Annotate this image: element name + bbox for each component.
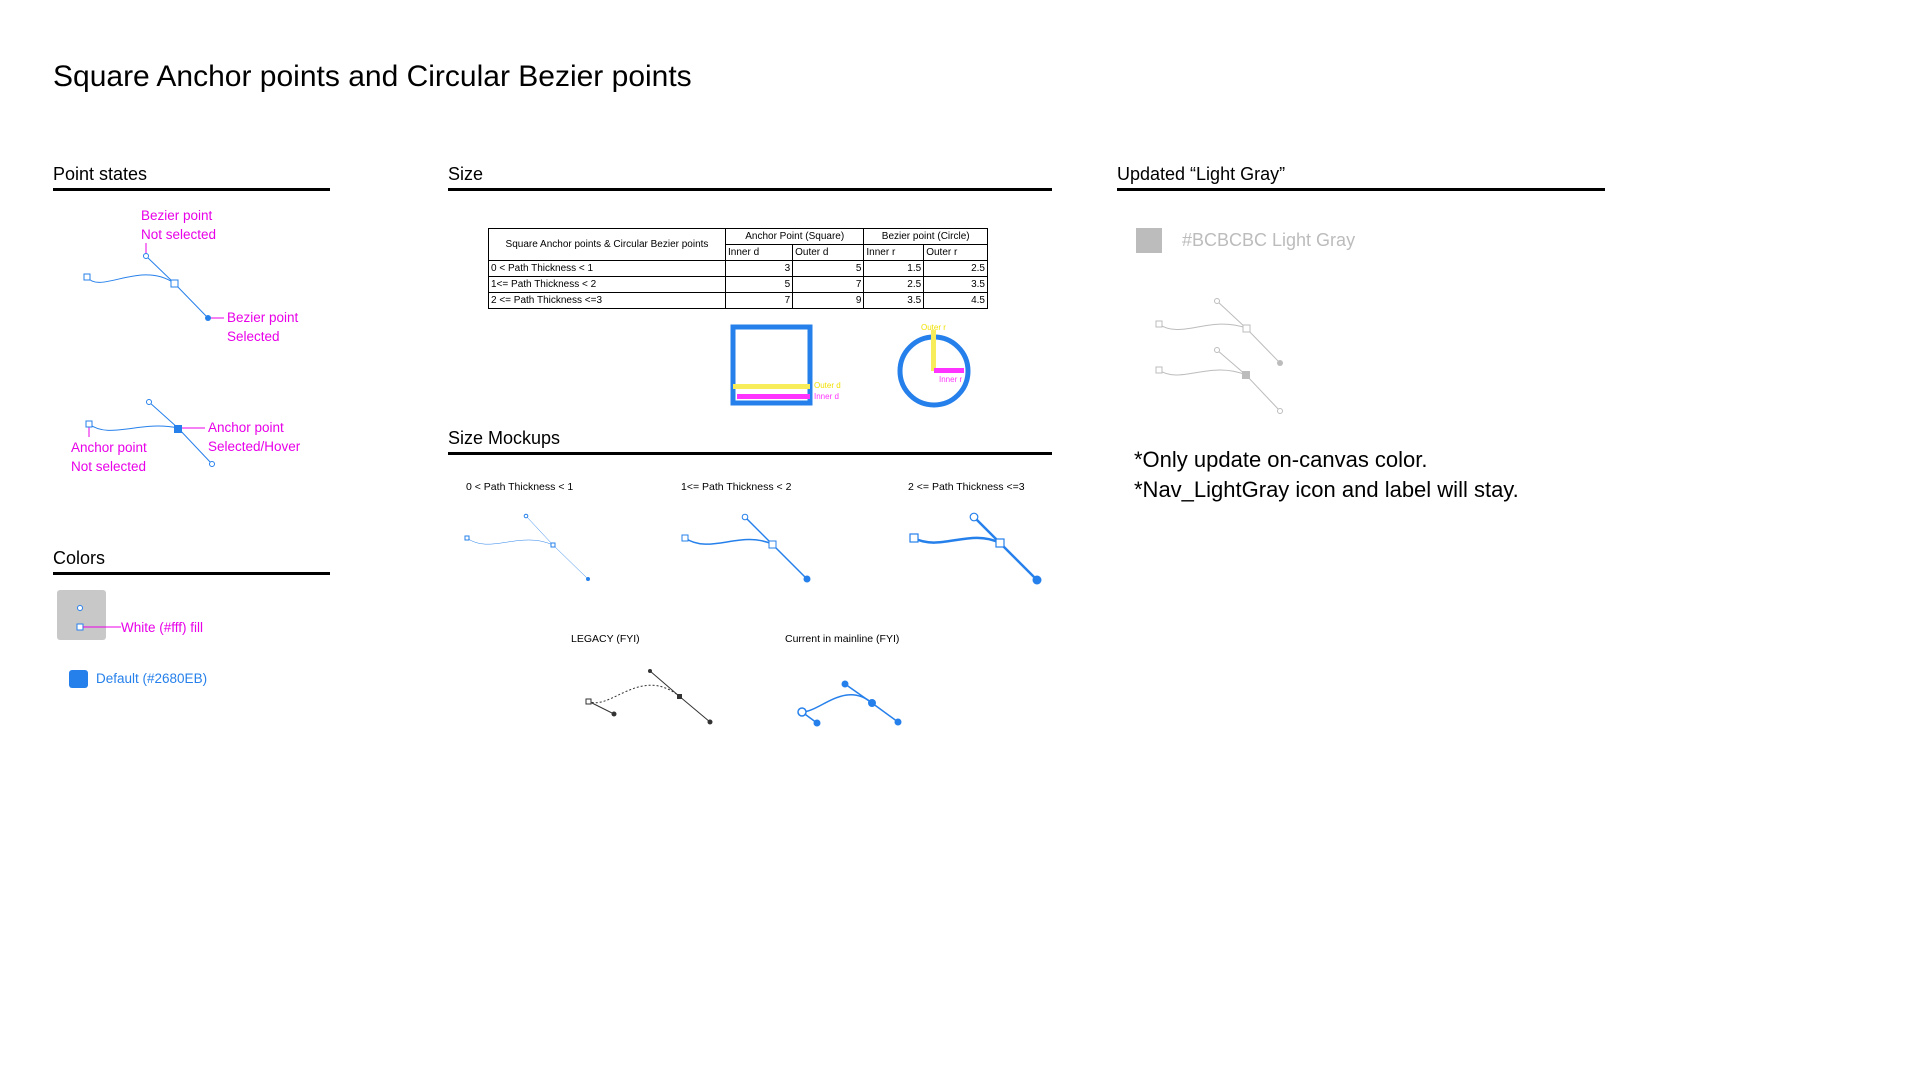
anchor-square-selected — [1242, 371, 1250, 379]
table-cell: 3 — [726, 261, 793, 277]
section-title-colors: Colors — [53, 548, 106, 568]
table-cell: 9 — [793, 293, 864, 309]
label-line: Selected — [227, 329, 280, 344]
mockup-label-thick: 2 <= Path Thickness <=3 — [908, 481, 1025, 493]
note-line: *Nav_LightGray icon and label will stay. — [1134, 477, 1519, 502]
label-outer-d: Outer d — [814, 381, 841, 390]
path-segment — [1159, 324, 1246, 330]
path-segment — [1159, 370, 1246, 375]
anchor-square — [1156, 321, 1162, 327]
label-line: Selected/Hover — [208, 439, 301, 454]
label-line: Bezier point — [141, 208, 213, 223]
table-row-label: 1<= Path Thickness < 2 — [489, 277, 726, 293]
anchor-square — [1156, 367, 1162, 373]
table-group-header: Anchor Point (Square) — [726, 229, 864, 245]
handle-line — [1246, 375, 1280, 411]
label-line: Not selected — [71, 459, 147, 474]
table-cell: 3.5 — [924, 277, 988, 293]
mainline-label: Current in mainline (FYI) — [785, 633, 900, 645]
mockup-label-thin: 0 < Path Thickness < 1 — [466, 481, 574, 493]
legacy-label: LEGACY (FYI) — [571, 633, 640, 645]
table-cell: 7 — [726, 293, 793, 309]
label-white-fill: White (#fff) fill — [121, 620, 204, 635]
table-group-header: Bezier point (Circle) — [864, 229, 988, 245]
table-row-label: 2 <= Path Thickness <=3 — [489, 293, 726, 309]
table-subheader: Inner r — [864, 245, 924, 261]
handle-line — [1246, 328, 1280, 363]
label-line: Bezier point — [227, 310, 299, 325]
table-cell: 3.5 — [864, 293, 924, 309]
table-subheader: Outer d — [793, 245, 864, 261]
table-cell: 5 — [793, 261, 864, 277]
label-outer-r: Outer r — [921, 323, 946, 332]
table-cell: 5 — [726, 277, 793, 293]
table-corner-cell: Square Anchor points & Circular Bezier points — [489, 229, 726, 261]
section-title-size: Size — [448, 164, 484, 184]
table-cell: 2.5 — [864, 277, 924, 293]
light-gray-swatch-label: #BCBCBC Light Gray — [1182, 230, 1356, 250]
table-cell: 7 — [793, 277, 864, 293]
table-cell: 4.5 — [924, 293, 988, 309]
table-cell: 2.5 — [924, 261, 988, 277]
label-inner-d: Inner d — [814, 392, 839, 401]
label-line: Not selected — [141, 227, 217, 242]
note-line: *Only update on-canvas color. — [1134, 447, 1428, 472]
bezier-circle-selected — [1277, 360, 1283, 366]
bezier-circle — [1215, 299, 1220, 304]
label-default-color: Default (#2680EB) — [96, 671, 208, 686]
table-cell: 1.5 — [864, 261, 924, 277]
page-title: Square Anchor points and Circular Bezier points — [53, 60, 692, 93]
table-subheader: Inner d — [726, 245, 793, 261]
table-subheader: Outer r — [924, 245, 988, 261]
section-title-light-gray: Updated “Light Gray” — [1117, 164, 1286, 184]
anchor-square — [1243, 325, 1250, 332]
mockup-label-medium: 1<= Path Thickness < 2 — [681, 481, 792, 493]
label-line: Anchor point — [208, 420, 284, 435]
label-inner-r: Inner r — [939, 375, 963, 384]
label-line: Anchor point — [71, 440, 147, 455]
table-row-label: 0 < Path Thickness < 1 — [489, 261, 726, 277]
section-title-size-mockups: Size Mockups — [448, 428, 561, 448]
bezier-circle — [1215, 348, 1220, 353]
bezier-circle — [1278, 409, 1283, 414]
section-title-point-states: Point states — [53, 164, 148, 184]
